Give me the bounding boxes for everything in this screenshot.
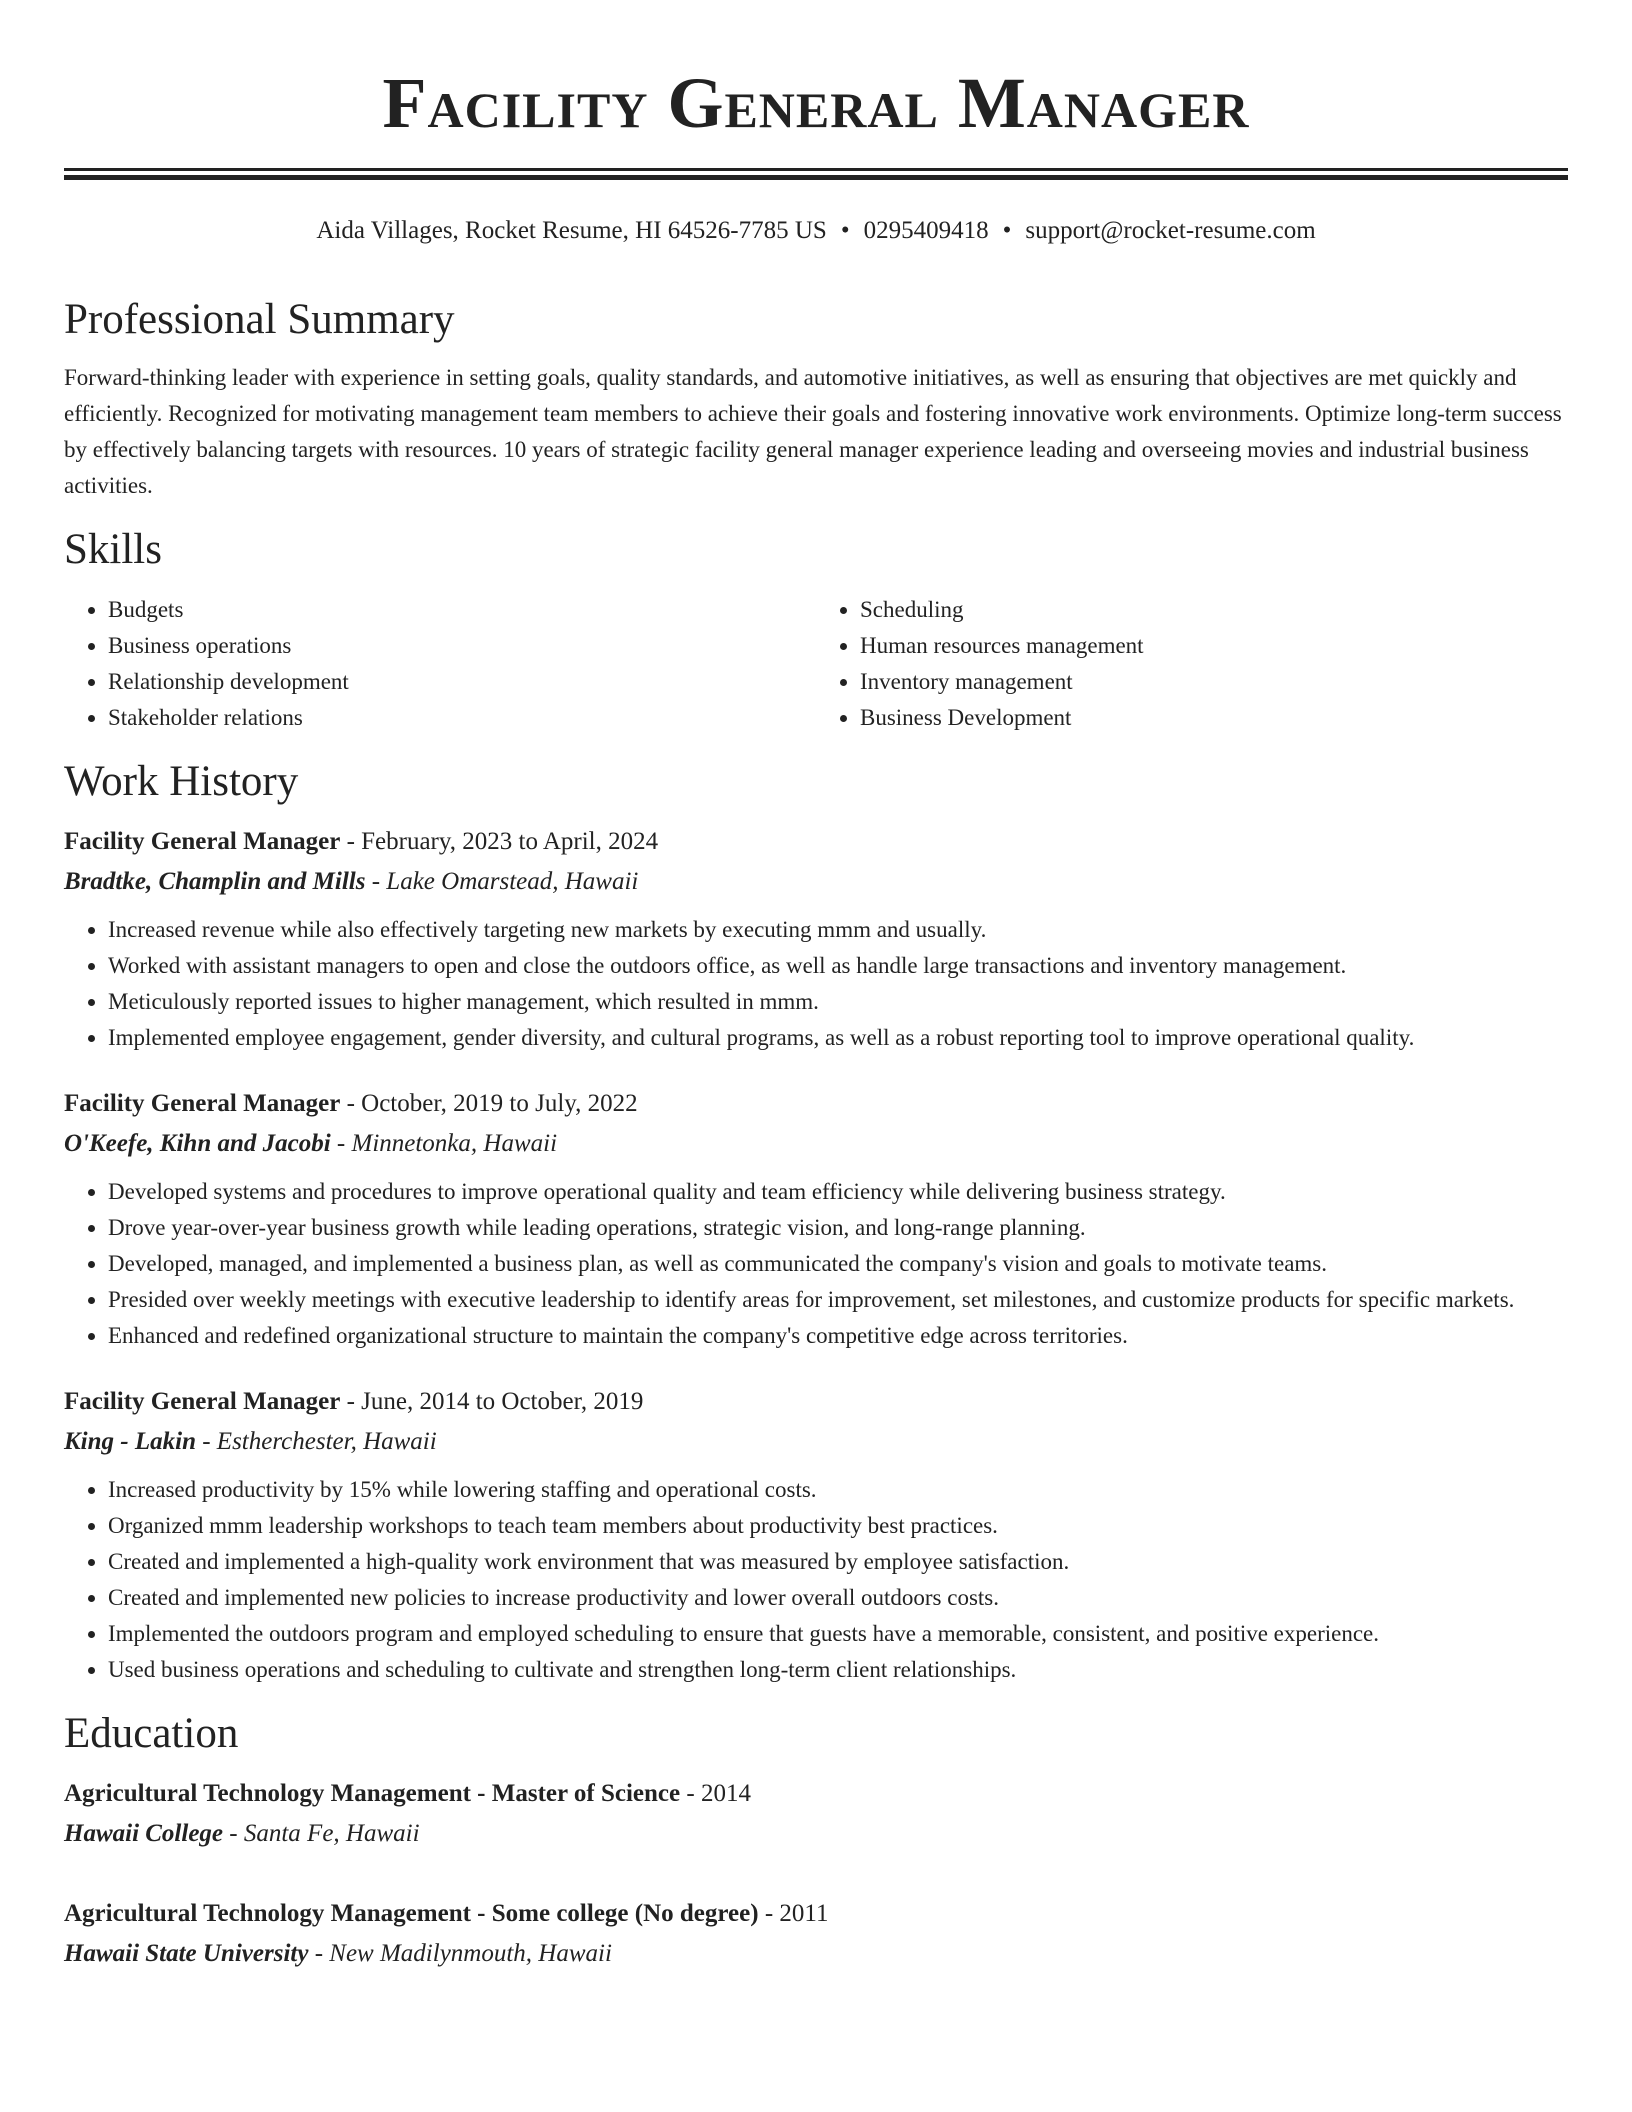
- job-bullet: • Developed systems and procedures to improve operational quality and team efficiency while delivering business strategy.: [108, 1174, 1568, 1210]
- skill-item: • Business Development: [860, 700, 1568, 736]
- education-location: - Santa Fe, Hawaii: [223, 1820, 420, 1847]
- job-entry: [64, 1382, 1568, 1688]
- job-bullet: • Presided over weekly meetings with executive leadership to identify areas for improvement, set milestones, and customize products for specific markets.: [108, 1282, 1568, 1318]
- skill-item: • Inventory management: [860, 664, 1568, 700]
- education-degree: Agricultural Technology Management - Master of Science: [64, 1780, 681, 1807]
- skill-item: • Budgets: [108, 592, 816, 628]
- contact-phone: 0295409418: [863, 217, 989, 244]
- resume-page: [64, 0, 1568, 1967]
- skills-column-left: [64, 592, 816, 736]
- job-header: [64, 822, 1568, 862]
- job-company-line: [64, 1422, 1568, 1462]
- job-bullet: • Created and implemented a high-quality work environment that was measured by employee satisfaction.: [108, 1544, 1568, 1580]
- education-entry: [64, 1894, 1568, 1974]
- job-company-line: [64, 1124, 1568, 1164]
- contact-email[interactable]: support@rocket-resume.com: [1025, 217, 1316, 244]
- job-bullet: • Increased revenue while also effectively targeting new markets by executing mmm and usually.: [108, 912, 1568, 948]
- job-location: - Lake Omarstead, Hawaii: [365, 868, 639, 895]
- education-degree: Agricultural Technology Management - Some college (No degree): [64, 1900, 759, 1927]
- title-rule-thin: [64, 168, 1568, 171]
- education-school-line: [64, 1814, 1568, 1854]
- summary-heading: Professional Summary: [64, 296, 455, 343]
- title-rule-thick: [64, 175, 1568, 180]
- skills-list: [64, 592, 1568, 736]
- resume-content: [64, 286, 1568, 1974]
- education-entry: [64, 1774, 1568, 1854]
- job-bullets: [64, 912, 1568, 1056]
- job-bullet: • Increased productivity by 15% while lowering staffing and operational costs.: [108, 1472, 1568, 1508]
- job-header: [64, 1084, 1568, 1124]
- education-heading: Education: [64, 1710, 239, 1757]
- skill-item: • Relationship development: [108, 664, 816, 700]
- skill-item: • Stakeholder relations: [108, 700, 816, 736]
- job-bullet: • Drove year-over-year business growth while leading operations, strategic vision, and long-range planning.: [108, 1210, 1568, 1246]
- education-header: [64, 1774, 1568, 1814]
- job-header: [64, 1382, 1568, 1422]
- job-bullet: • Created and implemented new policies to increase productivity and lower overall outdoors costs.: [108, 1580, 1568, 1616]
- job-company-line: [64, 862, 1568, 902]
- job-bullets: [64, 1472, 1568, 1688]
- job-company: King - Lakin: [64, 1428, 196, 1455]
- education-year: - 2011: [758, 1900, 829, 1927]
- job-entry: [64, 1084, 1568, 1354]
- job-location: - Minnetonka, Hawaii: [330, 1130, 558, 1157]
- job-entry: [64, 822, 1568, 1056]
- skills-column-right: [816, 592, 1568, 736]
- skill-item: • Scheduling: [860, 592, 1568, 628]
- job-location: - Estherchester, Hawaii: [195, 1428, 437, 1455]
- job-title: Facility General Manager: [64, 1388, 341, 1415]
- summary-text: Forward-thinking leader with experience in setting goals, quality standards, and automotive initiatives, as well as ensuring that objectives are met quickly and efficiently. Recognized for motivating management team members to achieve their goals and fostering innovative work environments. Optimize long-term success by effectively balancing targets with resources. 10 years of strategic facility general manager experience leading and overseeing movies and industrial business activities.: [64, 365, 1562, 498]
- education-location: - New Madilynmouth, Hawaii: [308, 1940, 612, 1967]
- skills-heading: Skills: [64, 526, 162, 573]
- job-bullet: • Meticulously reported issues to higher management, which resulted in mmm.: [108, 984, 1568, 1020]
- resume-title: Facility General Manager: [382, 63, 1250, 143]
- work-history-heading: Work History: [64, 758, 299, 805]
- contact-separator: •: [1002, 217, 1012, 244]
- job-company: Bradtke, Champlin and Mills: [64, 868, 366, 895]
- job-dates: - June, 2014 to October, 2019: [340, 1388, 644, 1415]
- job-bullet: • Implemented employee engagement, gender diversity, and cultural programs, as well as a robust reporting tool to improve operational quality.: [108, 1020, 1568, 1056]
- job-bullet: • Used business operations and scheduling to cultivate and strengthen long-term client relationships.: [108, 1652, 1568, 1688]
- job-company: O'Keefe, Kihn and Jacobi: [64, 1130, 331, 1157]
- education-school: Hawaii College: [64, 1820, 224, 1847]
- job-bullet: • Developed, managed, and implemented a business plan, as well as communicated the company's vision and goals to motivate teams.: [108, 1246, 1568, 1282]
- skill-item: • Business operations: [108, 628, 816, 664]
- job-bullets: [64, 1174, 1568, 1354]
- job-dates: - October, 2019 to July, 2022: [340, 1090, 638, 1117]
- education-school: Hawaii State University: [64, 1940, 309, 1967]
- job-bullet: • Enhanced and redefined organizational structure to maintain the company's competitive edge across territories.: [108, 1318, 1568, 1354]
- job-bullet: • Worked with assistant managers to open and close the outdoors office, as well as handle large transactions and inventory management.: [108, 948, 1568, 984]
- job-title: Facility General Manager: [64, 828, 341, 855]
- job-title: Facility General Manager: [64, 1090, 341, 1117]
- skill-item: • Human resources management: [860, 628, 1568, 664]
- job-dates: - February, 2023 to April, 2024: [340, 828, 659, 855]
- contact-line: [64, 212, 1568, 250]
- contact-separator: •: [840, 217, 850, 244]
- education-school-line: [64, 1934, 1568, 1974]
- job-bullet: • Organized mmm leadership workshops to teach team members about productivity best practices.: [108, 1508, 1568, 1544]
- contact-address: Aida Villages, Rocket Resume, HI 64526-7785 US: [316, 217, 827, 244]
- education-year: - 2014: [680, 1780, 751, 1807]
- job-bullet: • Implemented the outdoors program and employed scheduling to ensure that guests have a memorable, consistent, and positive experience.: [108, 1616, 1568, 1652]
- education-header: [64, 1894, 1568, 1934]
